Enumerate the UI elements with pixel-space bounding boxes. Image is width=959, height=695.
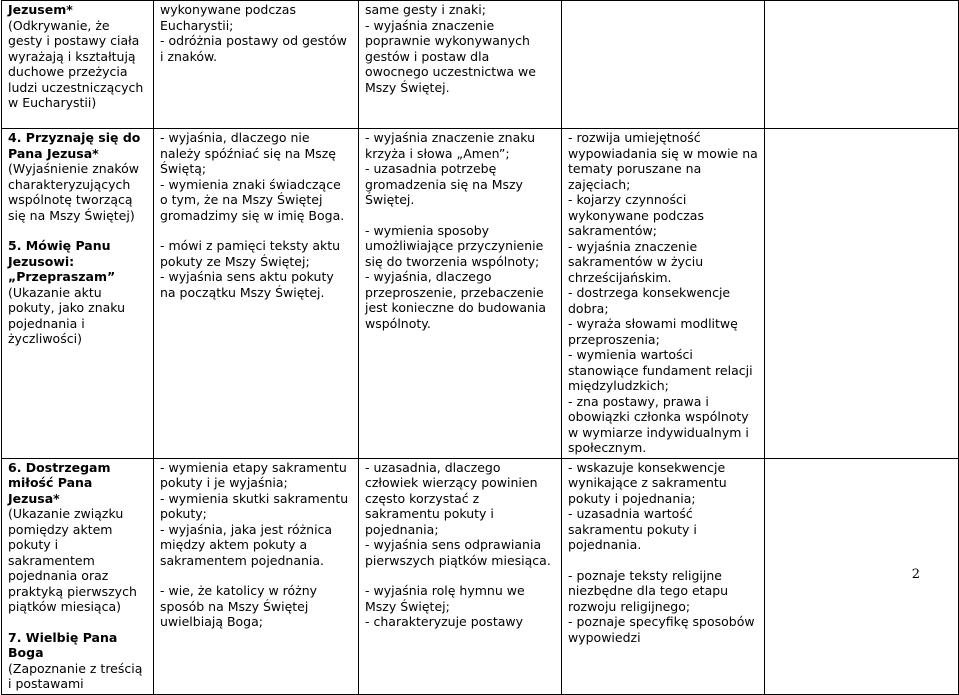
topic-title: 4. Przyznaję się do Pana Jezusa* <box>8 130 141 161</box>
table-row <box>2 1 959 129</box>
topic-title: 5. Mówię Panu Jezusowi: „Przepraszam” <box>8 238 116 284</box>
criteria-cell <box>562 1 765 129</box>
criteria-cell <box>562 458 765 694</box>
criteria-cell <box>154 458 359 694</box>
topic-body: (Ukazanie związku pomiędzy aktem pokuty i sakramentem pojednania oraz praktyką pierwszych piątków miesiąca) <box>8 506 137 614</box>
criteria-text: - wyjaśnia znaczenie znaku krzyża i słowa „Amen”; - uzasadnia potrzebę gromadzenia się na Mszy Świętej. <box>365 130 536 207</box>
criteria-text: - wyjaśnia, dlaczego nie należy spóźniać się na Mszę Świętą; - wymienia znaki świadczące o tym, że na Mszy Świętej gromadzimy się w imię Boga. <box>160 130 345 223</box>
criteria-text: wykonywane podczas Eucharystii; - odróżnia postawy od gestów i znaków. <box>160 2 347 64</box>
criteria-text: - wyjaśnia rolę hymnu we Mszy Świętej; - charakteryzuje postawy <box>365 583 525 629</box>
criteria-cell <box>359 129 562 459</box>
page-number: 2 <box>911 566 920 582</box>
curriculum-table <box>1 0 959 695</box>
criteria-cell <box>562 129 765 459</box>
criteria-text: - wymienia sposoby umożliwiające przyczynienie się do tworzenia wspólnoty; - wyjaśnia, dlaczego przeproszenie, przebaczenie jest konieczne do budowania wspólnoty. <box>365 222 547 331</box>
topic-body: (Ukazanie aktu pokuty, jako znaku pojednania i życzliwości) <box>8 284 126 346</box>
topic-body: (Wyjaśnienie znaków charakteryzujących wspólnotę tworzącą się na Mszy Świętej) <box>8 161 140 223</box>
criteria-text: - wymienia etapy sakramentu pokuty i je wyjaśnia; - wymienia skutki sakramentu pokuty; - wyjaśnia, jaka jest różnica między aktem pokuty a sakramentem pojednania. <box>160 459 349 568</box>
topic-title: 7. Wielbię Pana Boga <box>8 629 118 660</box>
criteria-cell <box>154 1 359 129</box>
criteria-text: - wie, że katolicy w różny sposób na Mszy Świętej uwielbiają Boga; <box>160 583 318 629</box>
topic-cell <box>2 129 154 459</box>
criteria-cell <box>359 458 562 694</box>
table-row <box>2 458 959 694</box>
criteria-text: - poznaje teksty religijne niezbędne dla tego etapu rozwoju religijnego; - poznaje specyfikę sposobów wypowiedzi <box>568 567 755 645</box>
topic-title: 6. Dostrzegam miłość Pana Jezusa* <box>8 459 111 506</box>
criteria-cell <box>154 129 359 459</box>
topic-body: (Odkrywanie, że gesty i postawy ciała wyrażają i kształtują duchowe przeżycia ludzi uczestniczących w Eucharystii) <box>8 17 144 110</box>
criteria-text: - rozwija umiejętność wypowiadania się w mowie na tematy poruszane na zajęciach; - kojarzy czynności wykonywane podczas sakramentów; - wyjaśnia znaczenie sakramentów w życiu chrześcijańskim. - dostrzega konsekwencje dobra; - wyraża słowami modlitwę przeproszenia; - wymienia wartości stanowiące fundament relacji międzyludzkich; - zna postawy, prawa i obowiązki członka wspólnoty w wymiarze indywidualnym i społecznym. <box>568 130 758 455</box>
criteria-text: - mówi z pamięci teksty aktu pokuty ze Mszy Świętej; - wyjaśnia sens aktu pokuty na początku Mszy Świętej. <box>160 238 341 300</box>
criteria-cell <box>765 458 959 694</box>
topic-title: Jezusem* <box>8 2 73 17</box>
criteria-cell <box>765 1 959 129</box>
topic-cell <box>2 458 154 694</box>
criteria-cell <box>765 129 959 459</box>
criteria-text: same gesty i znaki; - wyjaśnia znaczenie poprawnie wykonywanych gestów i postaw dla owocnego uczestnictwa we Mszy Świętej. <box>365 2 536 95</box>
criteria-text: - uzasadnia, dlaczego człowiek wierzący powinien często korzystać z sakramentu pokuty i pojednania; - wyjaśnia sens odprawiania pierwszych piątków miesiąca. <box>365 459 551 568</box>
topic-body: (Zapoznanie z treścią i postawami <box>8 660 143 691</box>
topic-cell <box>2 1 154 129</box>
criteria-cell <box>359 1 562 129</box>
criteria-text: - wskazuje konsekwencje wynikające z sakramentu pokuty i pojednania; - uzasadnia wartość sakramentu pokuty i pojednania. <box>568 459 727 552</box>
table-row <box>2 129 959 459</box>
